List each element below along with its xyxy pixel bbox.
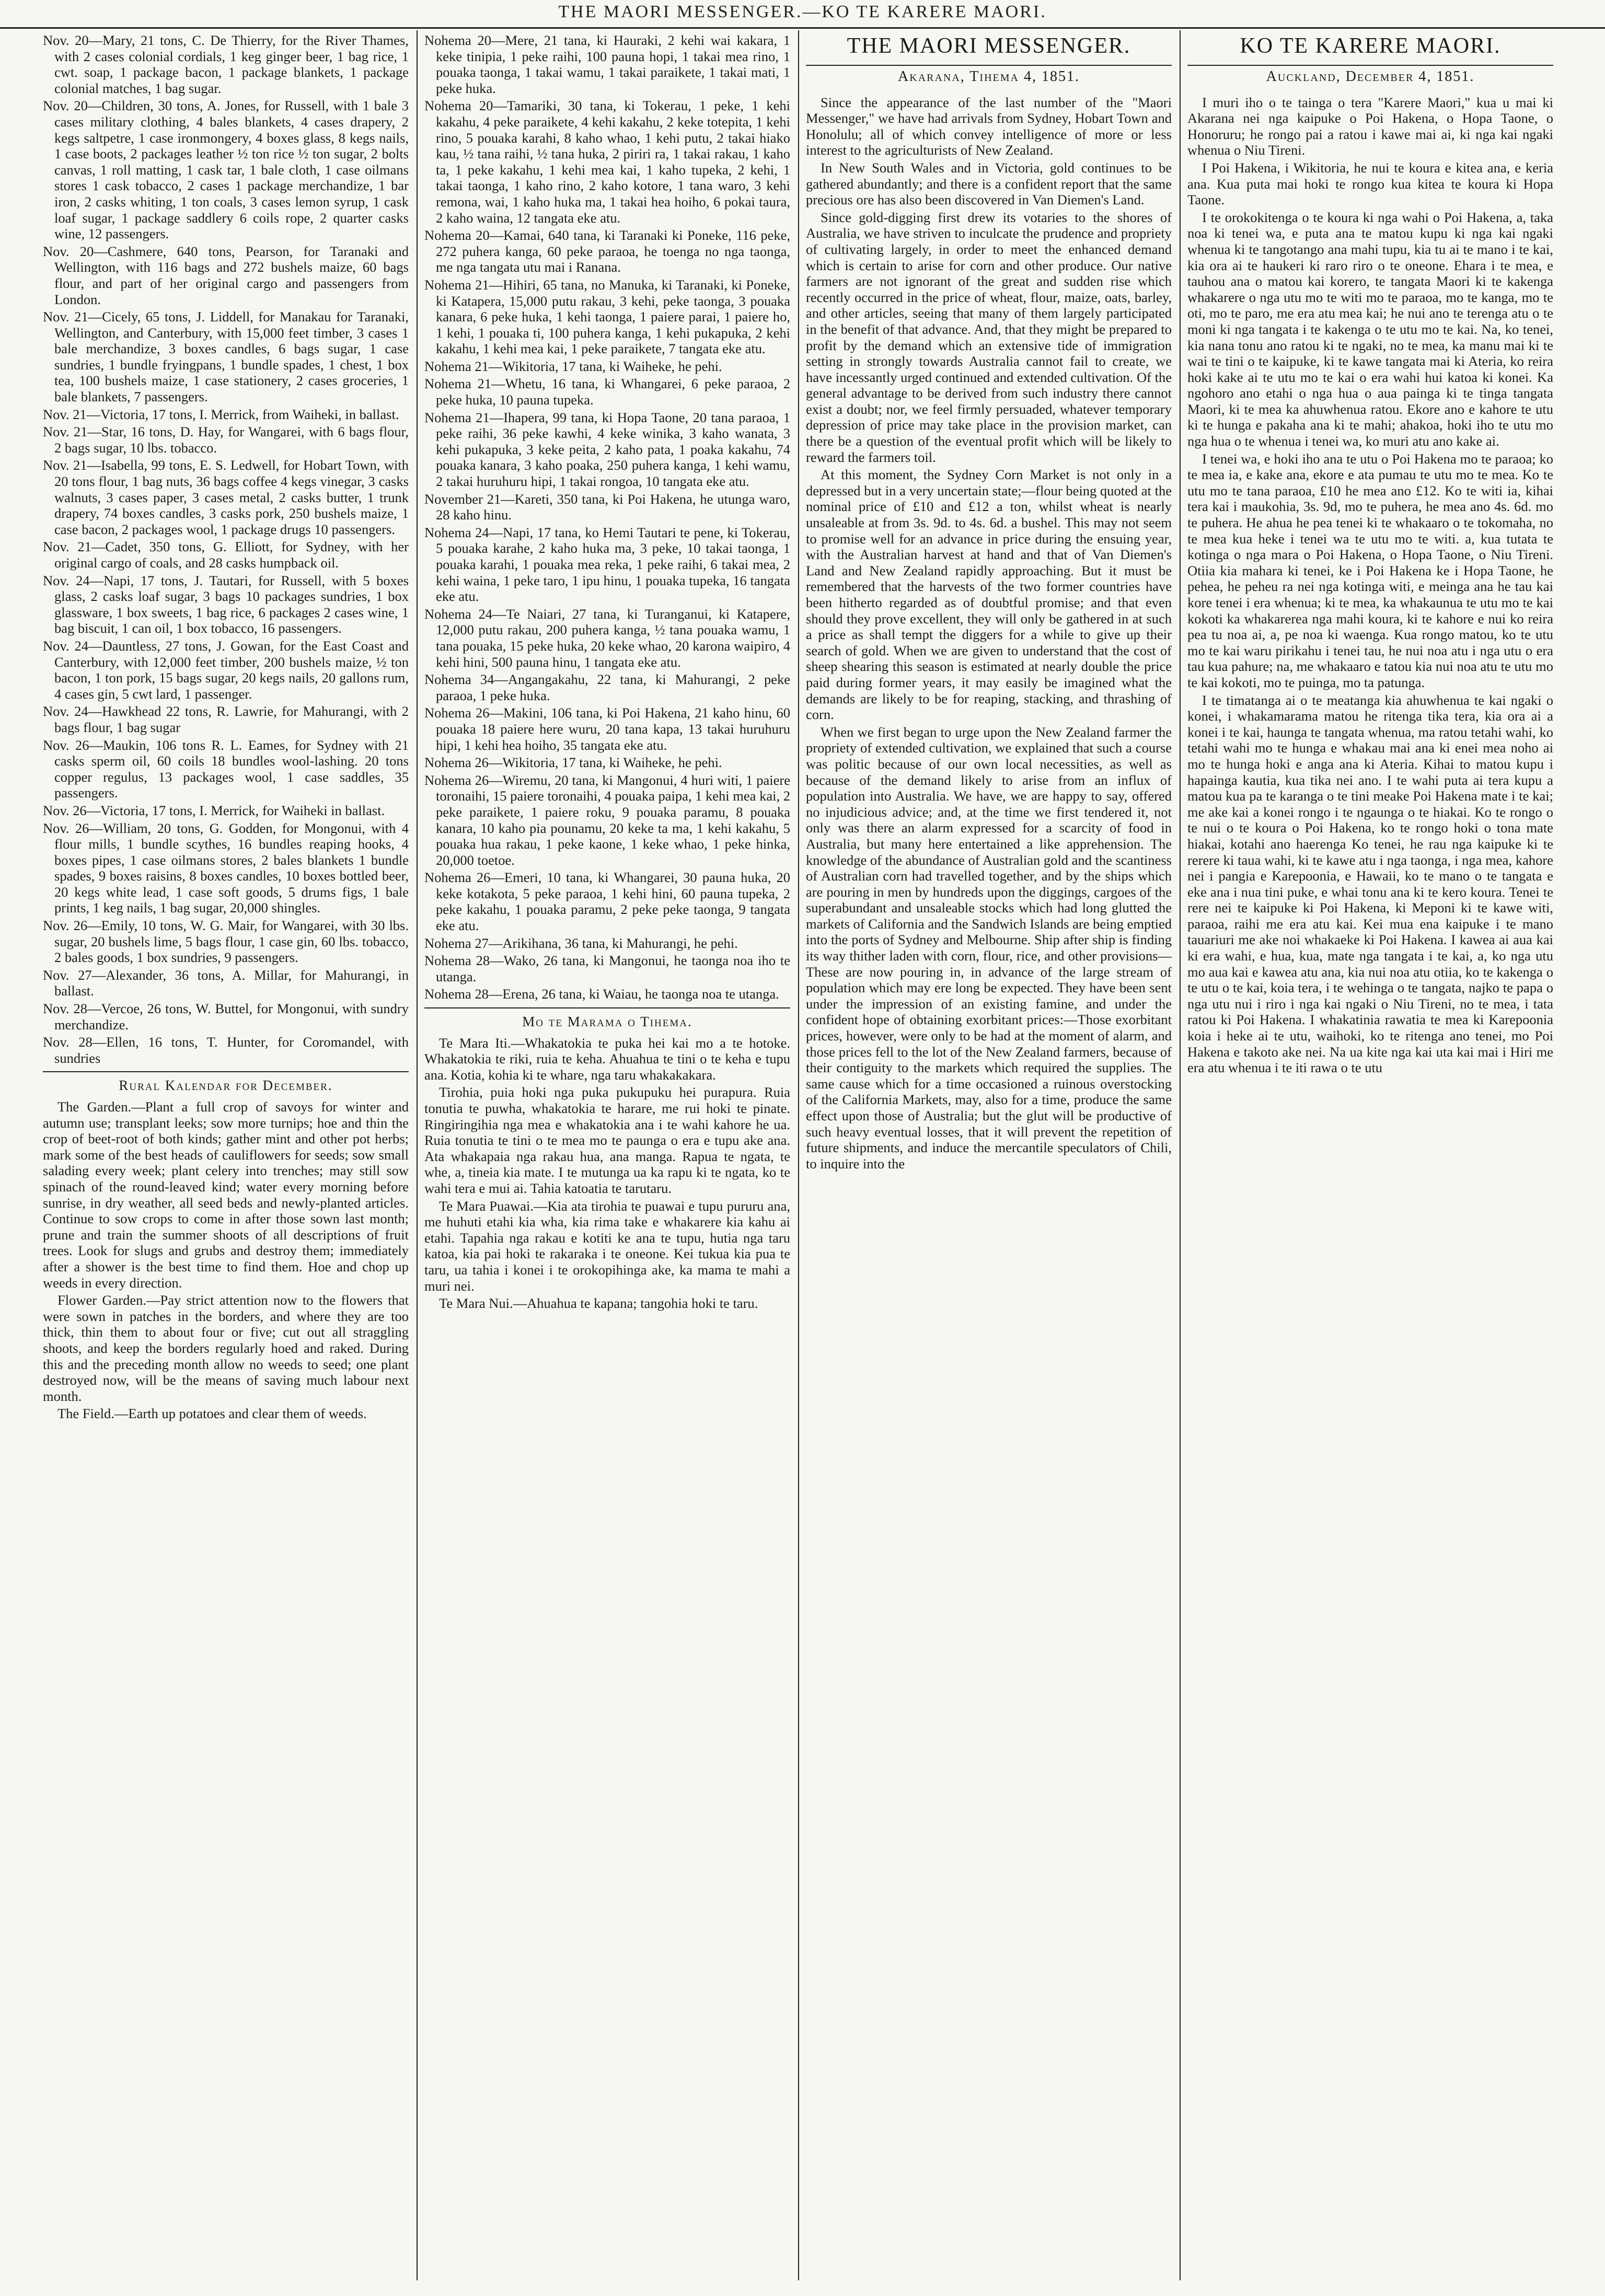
section-rule	[43, 1071, 409, 1072]
arrival-entry: Nov. 28—Vercoe, 26 tons, W. Buttel, for Mongonui, with sundry merchandize.	[43, 1001, 409, 1033]
editorial-maori	[1187, 95, 1553, 1076]
arrival-entry: Nov. 21—Victoria, 17 tons, I. Merrick, from Waiheki, in ballast.	[43, 406, 399, 422]
arrival-entry-maori: Nohema 21—Whetu, 16 tana, ki Whangarei, 6 peke paraoa, 2 peke huka, 10 pauna tupeka.	[424, 376, 790, 408]
arrivals-list	[43, 32, 409, 1066]
calendar-english	[43, 1099, 409, 1422]
calendar-paragraph-maori: Te Mara Nui.—Ahuahua te kapana; tangohia hoki te taru.	[439, 1295, 758, 1312]
arrival-entry-maori: Nohema 21—Ihapera, 99 tana, ki Hopa Taone, 20 tana paraoa, 1 peke raihi, 36 peke kawhi, 4 keke winika, 3 kaho wanata, 3 kehi pukapuka, 3 keke peita, 2 kaho pata, 1 poaka kakahu, 74 pouaka kanara, 3 kaho poaka, 250 puhera kanga, 1 kehi wamu, 2 takai huruhuru hipi, 1 takai rongoa, 10 tangata eke atu.	[424, 409, 790, 490]
calendar-paragraph: Flower Garden.—Pay strict attention now to the flowers that were sown in patches in the borders, and where they are too thick, thin them to about four or five; cut out all straggling shoots, and keep the borders regularly hoed and raked. During this and the preceding month allow no weeds to seed; one plant destroyed now, will be the means of saving much labour next month.	[43, 1292, 409, 1404]
column-2	[424, 32, 790, 2280]
calendar-paragraph-maori: Tirohia, puia hoki nga puka pukupuku hei purapura. Ruia tonutia te puwha, whakatokia te harare, me rui hoki te pinate. Ringiringihia nga mea e whakatokia ana i te wahi kahore he ua. Ruia tonutia te tini o te mea mo te paunga o era e tupu ake ana. Ata whakapaia nga rakau hua, ana manga. Rapua te ngata, te whe, a, tineia kia mate. I te mutunga ua ka rapu ki te ngata, ko te wahi tera e mui ai. Tahia katoatia te tarutaru.	[424, 1084, 790, 1196]
arrival-entry-maori: Nohema 26—Wiremu, 20 tana, ki Mangonui, 4 huri witi, 1 paiere toronaihi, 15 paiere toronaihi, 4 pouaka paipa, 1 kehi mea kai, 2 peke paraikete, 1 paiere roku, 9 pouaka paramu, 8 pouaka kanara, 10 kaho pia pounamu, 20 keke ta ma, 1 kehi kakahu, 5 pouaka hua rakau, 1 peke kaone, 1 keke whao, 1 peke hinka, 20,000 toetoe.	[424, 772, 790, 868]
arrival-entry: Nov. 21—Star, 16 tons, D. Hay, for Wangarei, with 6 bags flour, 2 bags sugar, 10 lbs. tobacco.	[43, 424, 409, 456]
calendar-paragraph-maori: Te Mara Iti.—Whakatokia te puka hei kai mo a te hotoke. Whakatokia te riki, ruia te keha. Ahuahua te tini o te keha e tupu ana. Kotia, kohia ki te whare, nga taru whakakakara.	[424, 1035, 790, 1083]
arrival-entry: Nov. 24—Napi, 17 tons, J. Tautari, for Russell, with 5 boxes glass, 2 casks loaf sugar, 3 bags 10 packages sundries, 1 box glassware, 1 box sweets, 1 bag rice, 6 packages 2 cases wine, 1 bag biscuit, 1 can oil, 1 box tobacco, 16 passengers.	[43, 572, 409, 636]
arrival-entry-maori: Nohema 20—Tamariki, 30 tana, ki Tokerau, 1 peke, 1 kehi kakahu, 4 peke paraikete, 4 kehi kakahu, 2 keke totepita, 1 kehi rino, 5 pouaka karahi, 8 kaho whao, 1 kehi putu, 2 takai hiako kau, ½ tana raihi, ½ tana huka, 2 piriri ra, 1 takai rakau, 1 kaho ta, 1 peke kakahu, 1 kehi mea kai, 1 kaho tupeka, 2 kehi, 1 takai taonga, 1 kaho rino, 2 kaho kotore, 1 tana waro, 3 kehi remona, wai, 1 kaho huka ma, 1 takai hea hoiho, 6 pokai taura, 2 kaho waina, 12 tangata eke atu.	[424, 98, 790, 226]
arrival-entry: Nov. 20—Mary, 21 tons, C. De Thierry, for the River Thames, with 2 cases colonial cordials, 1 keg ginger beer, 1 bag rice, 1 cwt. soap, 1 package bacon, 1 package blankets, 1 package colonial matches, 1 bag sugar.	[43, 32, 409, 96]
editorial-paragraph: When we first began to urge upon the New Zealand farmer the propriety of extended cultivation, we explained that such a course was politic because of our own local necessities, as well as because of the demand likely to arise from an influx of population into Australia. We have, we are happy to say, offered no injudicious advice; and, at the time we first tendered it, not only was there an alarm expressed for a scarcity of food in Australia, but many here entertained a like apprehension. The knowledge of the abundance of Australian gold and the scantiness of Australian corn had travelled together, and by the ships which are pouring in men by hundreds upon the diggings, cargoes of the superabundant and unsaleable stocks which had long glutted the markets of California and the Sandwich Islands are being emptied into the ports of Sydney and Melbourne. Ship after ship is finding its way thither laden with corn, flour, rice, and other provisions—These are now pouring in, in advance of the large stream of population which may ere long be expected. They have been sent under the impression of an existing famine, and under the confident hope of obtaining exorbitant prices:—Those exorbitant prices, however, were only to be had at the moment of alarm, and those prices fell to the lot of the New Zealand farmers, because of their contiguity to the markets which required the supplies. The same cause which for a time occasioned a ruinous overstocking of the California Markets, may, also for a time, produce the same effect upon those of Australia; but the glut will be productive of such heavy eventual losses, that it will prevent the repetition of future shipments, and induce the mercantile speculators of Chili, to inquire into the	[806, 724, 1172, 1172]
column-1	[43, 32, 409, 2280]
arrival-entry: Nov. 28—Ellen, 16 tons, T. Hunter, for Coromandel, with sundries	[43, 1034, 409, 1066]
arrival-entry: Nov. 21—Cicely, 65 tons, J. Liddell, for Manakau for Taranaki, Wellington, and Canterbury, with 15,000 feet timber, 3 cases 1 bale merchandize, 3 boxes candles, 6 bags sugar, 1 case sundries, 1 bundle fryingpans, 1 bundle spades, 1 chest, 1 box tea, 100 bushels maize, 1 case stationery, 2 cases groceries, 1 bale blankets, 7 passengers.	[43, 309, 409, 405]
calendar-title-maori: Mo te Marama o Tihema.	[522, 1014, 692, 1030]
calendar-paragraph: The Field.—Earth up potatoes and clear them of weeds.	[57, 1406, 367, 1422]
arrival-entry: Nov. 27—Alexander, 36 tons, A. Millar, for Mahurangi, in ballast.	[43, 967, 409, 999]
arrival-entry-maori: Nohema 20—Kamai, 640 tana, ki Taranaki ki Poneke, 116 peke, 272 puhera kanga, 60 peke paraoa, he toenga no nga taonga, me nga tangata utu mai i Ranana.	[424, 227, 790, 275]
arrival-entry-maori: Nohema 28—Erena, 26 tana, ki Waiau, he taonga noa te utanga.	[424, 986, 779, 1002]
arrival-entry-maori: Nohema 21—Wikitoria, 17 tana, ki Waiheke, he pehi.	[424, 358, 722, 374]
arrival-entry-maori: Nohema 26—Makini, 106 tana, ki Poi Hakena, 21 kaho hinu, 60 pouaka 18 paiere here wuru, 20 tana kapa, 13 takai huruhuru hipi, 1 kehi hea hoiho, 35 tangata eke atu.	[424, 705, 790, 753]
arrivals-list-maori	[424, 32, 790, 1002]
arrival-entry: Nov. 24—Hawkhead 22 tons, R. Lawrie, for Mahurangi, with 2 bags flour, 1 bag sugar	[43, 703, 409, 735]
column-4	[1187, 32, 1553, 2280]
arrival-entry: Nov. 21—Isabella, 99 tons, E. S. Ledwell, for Hobart Town, with 20 tons flour, 1 bag nuts, 36 bags coffee 4 kegs vinegar, 3 casks walnuts, 3 cases paper, 3 cases metal, 2 casks butter, 1 trunk drapery, 74 boxes candles, 3 casks pork, 250 bushels maize, 1 case bacon, 2 packages wool, 1 package drugs 10 passengers.	[43, 457, 409, 537]
editorial-paragraph-maori: I tenei wa, e hoki iho ana te utu o Poi Hakena mo te paraoa; ko te mea ia, e kake ana, ekore e ata pumau te utu mo te mea. Ko te utu mo te tana paraoa, £10 he mea ano £12. Ko te witi ia, kihai tera kai i maukohia, 3s. 9d, mo te puhera, he mea ano 4s. 6d. mo te puhera. He ahua he pea tenei ki te whakaaro o te tokomaha, no te mea kua heke i tenei wa te utu mo te witi. a, kua tutata te kotinga o nga mara o Poi Hakena, o Hopa Taone, o Niu Tireni. Otiia kia mahara ki tenei, ke i Poi Hakena ke i Hopa Taone, he pehea, he peheu ra nei nga kotinga witi, e meinga ana he tau kai kore tenei i era whenua; ki te mea, ka whakaunua te utu mo te kai kokoti ka whakarerea nga mahi koura, ki te kahore e nui ko reira pea tu noa ai, a, pe noa ki waenga. Kua rongo matou, ko te utu mo te kai waru pirikahu i tenei tau, he nui noa atu i nga utu o era tau kua pahure; na, me whakaaro e tatou kia nui noa atu te utu mo te kai kokoti, mo te puinga, mo ta patunga.	[1187, 450, 1553, 690]
top-rule	[0, 27, 1605, 29]
arrival-entry: Nov. 26—Emily, 10 tons, W. G. Mair, for Wangarei, with 30 lbs. sugar, 20 bushels lime, 5 bags flour, 1 case gin, 60 lbs. tobacco, 2 bales goods, 1 box sundries, 9 passengers.	[43, 918, 409, 966]
arrival-entry-maori: Nohema 21—Hihiri, 65 tana, no Manuka, ki Taranaki, ki Poneke, ki Katapera, 15,000 putu rakau, 3 kehi, peke taonga, 3 pouaka kanara, 6 peke huka, 1 kehi taonga, 1 paiere parai, 1 paiere ho, 1 kehi, 1 pouaka ti, 100 puhera kanga, 1 kehi pukapuka, 2 kehi kakahu, 1 kehi mea kai, 1 peke paraikete, 7 tangata eke atu.	[424, 276, 790, 357]
dateline-english: Akarana, Tihema 4, 1851.	[898, 68, 1080, 85]
arrival-entry: Nov. 21—Cadet, 350 tons, G. Elliott, for Sydney, with her original cargo of coals, and 28 casks humpback oil.	[43, 539, 409, 571]
calendar-maori	[424, 1035, 790, 1312]
arrival-entry: Nov. 26—William, 20 tons, G. Godden, for Mongonui, with 4 flour mills, 1 bundle scythes, 16 bundles reaping hooks, 4 boxes pipes, 1 case oilmans stores, 2 bales blankets 1 bundle spades, 9 boxes raisins, 8 boxes candles, 10 boxes bottled beer, 20 kegs white lead, 1 case soft goods, 5 drums figs, 1 bale prints, 1 keg nails, 1 bag sugar, 20,000 shingles.	[43, 820, 409, 916]
dateline-maori: Auckland, December 4, 1851.	[1266, 68, 1475, 85]
masthead-rule	[806, 65, 1172, 66]
editorial-paragraph-maori: I muri iho o te tainga o tera "Karere Maori," kua u mai ki Akarana nei nga kaipuke o Poi Hakena, o Hopa Taone, o Honoruru; he rongo pai a ratou i kawe mai ai, ki nga kai ngaki whenua o Niu Tireni.	[1187, 94, 1553, 158]
column-3	[806, 32, 1172, 2280]
editorial-english	[806, 95, 1172, 1172]
editorial-paragraph: In New South Wales and in Victoria, gold continues to be gathered abundantly; and there is a confident report that the same precious ore has also been discovered in Van Diemen's Land.	[806, 159, 1172, 208]
arrival-entry-maori: Nohema 26—Emeri, 10 tana, ki Whangarei, 30 pauna huka, 20 keke kotakota, 5 peke paraoa, 1 kehi hini, 60 pauna tupeka, 2 peke kakahu, 1 pouaka paramu, 2 peke peke taonga, 9 tangata eke atu.	[424, 869, 790, 934]
editorial-paragraph-maori: I te orokokitenga o te koura ki nga wahi o Poi Hakena, a, taka noa ki tenei wa, e puta ana te matou kupu ki nga kai ngaki whenua ki te tangotango ana mahi tupu, kia tu ai te mano i te kai, kia ora ai te haukeri ki raro riro o te oneone. Ehara i te mea, e tauhou ana o matou kai korero, te tangata Maori ki te kakenga whakarere o nga utu mo te witi mo te paraoa, mo te kanga, mo te oti, mo te paro, me era atu mea kai; he nui ano te terenga atu o te moni ki nga tangata i te kakenga o te utu mo te kai. Na, ko tenei, kia nana tonu ano ratou ki te ngaki, no te mea, ka manu mai ki te wai te tini o te kaipuke, ki te kawe tangata mai ki Ateria, ko reira hoki kake ai te utu mo te kai o era wahi hui katoa ki konei. Ka ngohoro ano etahi o nga hua o aua painga ki te tinga tangata Maori, ki te mea ka ahuwhenua ratou. Ekore ano e kahore te utu ki te hunga e pakaha ana ki te mahi; ahakoa, hoki iho te utu mo nga hua o te whenua i tenei wa, ko muri atu ano kake ai.	[1187, 209, 1553, 449]
arrival-entry: Nov. 26—Maukin, 106 tons R. L. Eames, for Sydney with 21 casks sperm oil, 60 coils 18 bundles wool-lashing. 20 tons copper regulus, 13 packages wool, 1 case saddles, 35 passengers.	[43, 737, 409, 801]
arrival-entry-maori: Nohema 20—Mere, 21 tana, ki Hauraki, 2 kehi wai kakara, 1 keke tinipia, 1 peke raihi, 100 pauna hopi, 1 takai mea rino, 1 pouaka taonga, 1 takai wamu, 1 takai paraikete, 1 takai mati, 1 peke huka.	[424, 32, 790, 96]
section-rule	[424, 1007, 790, 1008]
arrival-entry-maori: November 21—Kareti, 350 tana, ki Poi Hakena, he utunga waro, 28 kaho hinu.	[424, 491, 790, 523]
column-divider-3	[1180, 30, 1181, 2280]
editorial-paragraph: At this moment, the Sydney Corn Market is not only in a depressed but in a very uncertain state;—flour being quoted at the nominal price of £10 and £12 a ton, whilst wheat is nearly unsaleable at from 3s. 9d. to 4s. 6d. a bushel. This may not seem to promise well for an advance in price during the ensuing year, with the Australian harvest at hand and that of Van Diemen's Land and New Zealand rapidly approaching. But it must be remembered that the harvests of the two former countries have been hitherto regarded as of doubtful promise; and that even should they prove excellent, they will only be gathered in at such a price as shall tempt the diggers for a while to give up their search of gold. When we are given to understand that the cost of sheep shearing this season is estimated at nearly double the price paid during former years, it may easily be imagined what the demands are likely to be for reaping, stacking, and thrashing of corn.	[806, 467, 1172, 723]
arrival-entry-maori: Nohema 28—Wako, 26 tana, ki Mangonui, he taonga noa iho te utanga.	[424, 953, 790, 984]
masthead-english: THE MAORI MESSENGER.	[847, 34, 1131, 58]
arrival-entry: Nov. 26—Victoria, 17 tons, I. Merrick, for Waiheki in ballast.	[43, 802, 385, 818]
editorial-paragraph: Since the appearance of the last number of the "Maori Messenger," we have had arrivals from Sydney, Hobart Town and Honolulu; all of which convey intelligence of more or less interest to the agriculturists of New Zealand.	[806, 94, 1172, 158]
arrival-entry-maori: Nohema 24—Te Naiari, 27 tana, ki Turanganui, ki Katapere, 12,000 putu rakau, 200 puhera kanga, ½ tana pouaka wamu, 1 tana pouaka, 15 peke huka, 20 keke whao, 20 karona waipiro, 4 kehi hini, 500 pauna hinu, 1 tangata eke atu.	[424, 606, 790, 670]
calendar-title-english: Rural Kalendar for December.	[119, 1077, 333, 1094]
arrival-entry: Nov. 24—Dauntless, 27 tons, J. Gowan, for the East Coast and Canterbury, with 12,000 feet timber, 200 bushels maize, ½ ton bacon, 1 ton pork, 15 bags sugar, 20 kegs nails, 20 gallons rum, 4 cases gin, 5 cwt lard, 1 passenger.	[43, 637, 409, 702]
calendar-paragraph-maori: Te Mara Puawai.—Kia ata tirohia te puawai e tupu pururu ana, me huhuti etahi kia wha, kia rima take e whakarere kia kahu ai etahi. Tapahia nga rakau e kotiti ke ana te tupu, hutia nga taru katoa, kia pai hoki te rakaraka i te oneone. Kei tukua kia pua te taru, ua tahia i konei i te orokopihinga ake, ka mama te mahi a muri nei.	[424, 1198, 790, 1294]
arrival-entry-maori: Nohema 27—Arikihana, 36 tana, ki Mahurangi, he pehi.	[424, 935, 738, 951]
arrival-entry: Nov. 20—Children, 30 tons, A. Jones, for Russell, with 1 bale 3 cases military clothing, 4 bales blankets, 4 cases drapery, 2 kegs saltpetre, 1 case ironmongery, 4 boxes glass, 8 kegs nails, 1 case boots, 2 packages leather ½ ton rice ½ ton sugar, 2 bolts canvas, 1 roll matting, 1 cask tar, 1 bale cloth, 1 case oilmans stores 1 cask tobacco, 2 cases 1 package merchandize, 1 bar iron, 2 casks whiting, 1 ton coals, 3 cases lemon syrup, 1 cask loaf sugar, 1 package saddlery 6 coils rope, 2 quarter casks wine, 12 passengers.	[43, 98, 409, 242]
calendar-paragraph: The Garden.—Plant a full crop of savoys for winter and autumn use; transplant leeks; sow more turnips; hoe and thin the crop of beet-root of both kinds; gather mint and other pot herbs; mark some of the best heads of cauliflowers for seeds; sow small salading every week; plant celery into trenches; may still sow spinach of the round-leaved kind; water every morning before sunrise, in dry weather, all seed beds and newly-planted articles. Continue to sow crops to come in after those sown last month; prune and train the summer shoots of all descriptions of fruit trees. Look for slugs and grubs and destroy them; immediately after a shower is the best time to find them. Hoe and chop up weeds in every direction.	[43, 1099, 409, 1291]
masthead-rule	[1187, 65, 1553, 66]
column-divider-1	[417, 30, 418, 2280]
editorial-paragraph-maori: I Poi Hakena, i Wikitoria, he nui te koura e kitea ana, e keria ana. Kua puta mai hoki te rongo kua kitea te koura ki Hopa Taone.	[1187, 159, 1553, 208]
column-divider-2	[798, 30, 799, 2280]
arrival-entry-maori: Nohema 34—Angangakahu, 22 tana, ki Mahurangi, 2 peke paraoa, 1 peke huka.	[424, 671, 790, 703]
editorial-paragraph: Since gold-digging first drew its votaries to the shores of Australia, we have striven to inculcate the prudence and propriety of cultivating largely, in order to meet the enhanced demand which is certain to arise for corn and other produce. Our native farmers are not ignorant of the great and sudden rise which recently occurred in the price of wheat, flour, maize, oats, barley, and other articles, seeing that many of them largely participated in the benefit of that advance. And, that they might be prepared to profit by the demand which an extensive tide of immigration setting in strongly towards Australia cannot fail to create, we have incessantly urged continued and extended cultivation. Of the general advantage to be derived from such industry there cannot exist a doubt; nor, we feel firmly persuaded, whatever temporary depression of price may take place in the provision market, can there be a question of the eventual profit which will be likely to reward the farmers toil.	[806, 209, 1172, 465]
running-head: THE MAORI MESSENGER.—KO TE KARERE MAORI.	[558, 2, 1047, 21]
masthead-maori: KO TE KARERE MAORI.	[1240, 34, 1501, 58]
editorial-paragraph-maori: I te timatanga ai o te meatanga kia ahuwhenua te kai ngaki o konei, i whakamarama matou he ritenga tika tera, kia ora ai a konei i te kai, haunga te tangata whenua, ma ratou tetahi wahi, ko tetahi wahi mo te hunga e whakau mai ana ki enei mea noho ai mo te hunga hoki e anga ana ki Ateria. Kihai to matou kupu i hapainga kautia, kua tika nei ano. I te wahi puta ai tera kupu a matou kua pa te karanga o te tini meake Poi Hakena mate i te kai; me ake kai a konei rongo i te ngaunga o te hiakai. Ko te rongo o te nui o te koura o Poi Hakena, ko te rongo hoki o tona mate hiakai, kotahi ano haerenga Ko tenei, he rau nga kaipuke ki te rerere ki taua wahi, ki te kawe atu i nga taonga, i nga mea, kahore nei i pangia e Karepoonia, e Hawaii, ko te mano o te tangata e eke ana i nua tini puke, e whai tonu ana ki te kero koura. Tenei te rere nei te kaipuke ki Poi Hakena, ki Meponi ki te kawe witi, paraoa, raihi me era atu kai. Kei mua ena kaipuke i te mano tauariuri me ake noi whakaeke ki Poi Hakena. I kawea ai aua kai ki era wahi, e hua, kua, mate nga tangata i te kai, a, ko nga utu mo aua kai e kawea atu ana, kia nui noa atu otiia, ko te kakenga o te utu o te kai, koia tera, i te wehinga o te tangata, najko te papa o nga utu nui i riro i nga kai ngaki o Niu Tireni, no te mea, i tata ratou ki Poi Hakena. I whakatinia rawatia te mea ki Karepoonia koia i heke ai te utu, waihoki, ko te ritenga ano tenei, mo Poi Hakena e takoto ake nei. Na ua kite nga kai uta kai mai i Hiri me era atu whenua i te iti rawa o te utu	[1187, 692, 1553, 1076]
arrival-entry: Nov. 20—Cashmere, 640 tons, Pearson, for Taranaki and Wellington, with 116 bags and 272 bushels maize, 60 bags flour, and part of her original cargo and passengers from London.	[43, 243, 409, 307]
arrival-entry-maori: Nohema 26—Wikitoria, 17 tana, ki Waiheke, he pehi.	[424, 755, 722, 771]
arrival-entry-maori: Nohema 24—Napi, 17 tana, ko Hemi Tautari te pene, ki Tokerau, 5 pouaka karahe, 2 kaho huka ma, 3 peke, 10 takai taonga, 1 pouaka karahi, 1 pouaka mea reka, 1 peke raihi, 6 takai mea, 2 kehi waina, 1 peke taro, 1 ipu hinu, 1 pouaka tupeka, 16 tangata eke atu.	[424, 524, 790, 605]
